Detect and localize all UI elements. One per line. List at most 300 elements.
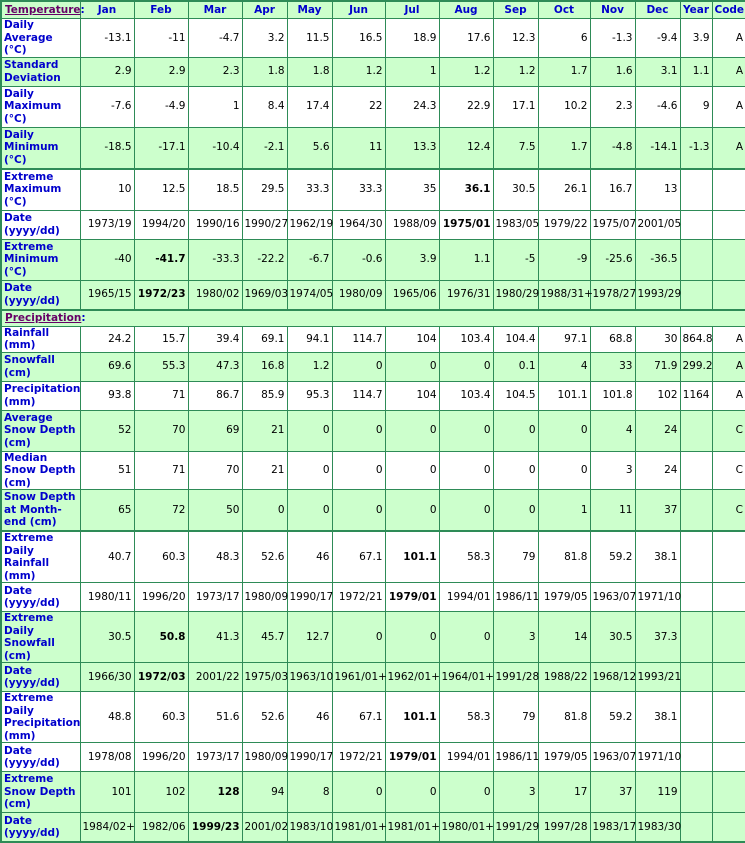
value-cell: 1979/05 [538,743,590,772]
table-row [1,127,745,169]
value-cell: 51.6 [188,692,242,743]
value-cell: 1971/10 [635,583,680,612]
value-cell: 1997/28 [538,813,590,843]
value-cell: 70 [188,451,242,490]
value-cell: 33 [590,352,635,381]
value-cell: 46 [287,692,332,743]
value-cell: 1988/09 [385,210,439,239]
code-cell [712,239,745,280]
value-cell: 1983/17 [590,813,635,843]
value-cell: 1973/17 [188,583,242,612]
value-cell: -22.2 [242,239,287,280]
value-cell: 101.1 [385,692,439,743]
value-cell: 18.9 [385,19,439,58]
value-cell: 45.7 [242,612,287,663]
table-row [1,813,745,843]
value-cell: -2.1 [242,127,287,169]
table-row [1,352,745,381]
code-cell: A [712,381,745,410]
value-cell: 16.7 [590,169,635,211]
month-header: Jan [80,1,134,19]
value-cell: 3 [493,772,538,813]
value-cell: 1986/11 [493,743,538,772]
value-cell: 1972/23 [134,280,188,310]
value-cell: 101.1 [385,531,439,583]
value-cell: 68.8 [590,326,635,352]
row-label: Daily Average (°C) [1,19,80,58]
row-label: Precipitation (mm) [1,381,80,410]
table-row [1,663,745,692]
code-cell [712,169,745,211]
value-cell: 1.6 [590,57,635,86]
value-cell: -9.4 [635,19,680,58]
value-cell: 10.2 [538,86,590,127]
value-cell: 0 [439,410,493,451]
value-cell: 0 [385,612,439,663]
value-cell: 11 [590,490,635,532]
value-cell: 114.7 [332,381,385,410]
value-cell: 1980/09 [332,280,385,310]
value-cell: 1999/23 [188,813,242,843]
value-cell: 13 [635,169,680,211]
value-cell: 37 [590,772,635,813]
code-cell: A [712,326,745,352]
value-cell: 1978/27 [590,280,635,310]
value-cell: -33.3 [188,239,242,280]
year-cell [680,772,712,813]
value-cell: 69.1 [242,326,287,352]
value-cell: 12.4 [439,127,493,169]
value-cell: 0 [538,410,590,451]
value-cell: 22.9 [439,86,493,127]
year-cell [680,451,712,490]
value-cell: 37.3 [635,612,680,663]
value-cell: -18.5 [80,127,134,169]
value-cell: 0 [385,772,439,813]
year-cell [680,169,712,211]
row-label: Daily Minimum (°C) [1,127,80,169]
code-cell [712,692,745,743]
value-cell: -4.9 [134,86,188,127]
value-cell: 1972/21 [332,583,385,612]
value-cell: 6 [538,19,590,58]
value-cell: 48.3 [188,531,242,583]
value-cell: 128 [188,772,242,813]
table-row [1,490,745,532]
value-cell: 48.8 [80,692,134,743]
value-cell: 1981/01+ [385,813,439,843]
value-cell: 1980/29 [493,280,538,310]
row-label: Date (yyyy/dd) [1,210,80,239]
value-cell: 11 [332,127,385,169]
year-cell [680,813,712,843]
row-label: Date (yyyy/dd) [1,813,80,843]
value-cell: 10 [80,169,134,211]
value-cell: 1980/09 [242,743,287,772]
table-row [1,451,745,490]
value-cell: 102 [134,772,188,813]
month-header: Jul [385,1,439,19]
value-cell: 18.5 [188,169,242,211]
value-cell: 1994/20 [134,210,188,239]
row-label: Date (yyyy/dd) [1,583,80,612]
value-cell: 52.6 [242,692,287,743]
value-cell: 0 [385,410,439,451]
value-cell: 24 [635,410,680,451]
precipitation-section-header: Precipitation: [1,310,745,327]
value-cell: 1981/01+ [332,813,385,843]
value-cell: 52.6 [242,531,287,583]
value-cell: 33.3 [332,169,385,211]
value-cell: 85.9 [242,381,287,410]
header-row [1,1,745,19]
value-cell: 30.5 [80,612,134,663]
precipitation-section-row [1,310,745,327]
month-header: Aug [439,1,493,19]
value-cell: -0.6 [332,239,385,280]
year-cell [680,280,712,310]
row-label: Extreme Minimum (°C) [1,239,80,280]
value-cell: 1963/10 [287,663,332,692]
year-cell [680,692,712,743]
value-cell: 58.3 [439,692,493,743]
value-cell: 0 [439,451,493,490]
value-cell: 1979/05 [538,583,590,612]
table-row [1,743,745,772]
value-cell: -9 [538,239,590,280]
row-label: Date (yyyy/dd) [1,743,80,772]
year-cell [680,410,712,451]
year-cell [680,612,712,663]
value-cell: -6.7 [287,239,332,280]
value-cell: 24.3 [385,86,439,127]
value-cell: 38.1 [635,692,680,743]
value-cell: 79 [493,531,538,583]
value-cell: 60.3 [134,692,188,743]
value-cell: 1996/20 [134,583,188,612]
value-cell: -14.1 [635,127,680,169]
value-cell: 37 [635,490,680,532]
value-cell: 69.6 [80,352,134,381]
value-cell: 71.9 [635,352,680,381]
code-cell [712,280,745,310]
code-cell [712,813,745,843]
value-cell: 1983/30 [635,813,680,843]
row-label: Date (yyyy/dd) [1,663,80,692]
value-cell: 1990/17 [287,583,332,612]
value-cell: 72 [134,490,188,532]
value-cell: 1973/17 [188,743,242,772]
code-cell: A [712,86,745,127]
value-cell: 0 [287,410,332,451]
value-cell: 1996/20 [134,743,188,772]
value-cell: 1972/03 [134,663,188,692]
value-cell: 1962/19 [287,210,332,239]
value-cell: 60.3 [134,531,188,583]
year-cell [680,490,712,532]
year-header: Year [680,1,712,19]
value-cell: 101.8 [590,381,635,410]
table-row [1,210,745,239]
value-cell: 11.5 [287,19,332,58]
value-cell: 86.7 [188,381,242,410]
year-cell: 1.1 [680,57,712,86]
value-cell: -41.7 [134,239,188,280]
value-cell: 22 [332,86,385,127]
value-cell: 1.2 [287,352,332,381]
value-cell: 0 [385,352,439,381]
month-header: Sep [493,1,538,19]
value-cell: 17.6 [439,19,493,58]
code-cell: A [712,352,745,381]
value-cell: 1982/06 [134,813,188,843]
value-cell: 0 [385,451,439,490]
value-cell: 1976/31 [439,280,493,310]
value-cell: 30 [635,326,680,352]
table-row [1,86,745,127]
value-cell: 79 [493,692,538,743]
code-cell: C [712,451,745,490]
value-cell: 0 [493,410,538,451]
value-cell: 0 [287,490,332,532]
value-cell: 0 [332,490,385,532]
value-cell: 103.4 [439,381,493,410]
year-cell [680,210,712,239]
value-cell: 13.3 [385,127,439,169]
value-cell: 1980/01+ [439,813,493,843]
value-cell: 0 [332,410,385,451]
value-cell: 3.2 [242,19,287,58]
value-cell: 1974/05 [287,280,332,310]
value-cell: 1965/06 [385,280,439,310]
value-cell: 0 [385,490,439,532]
row-label: Snowfall (cm) [1,352,80,381]
value-cell: 1990/16 [188,210,242,239]
row-label: Average Snow Depth (cm) [1,410,80,451]
value-cell: 1 [188,86,242,127]
table-row [1,19,745,58]
code-header: Code [712,1,745,19]
value-cell: 1.2 [493,57,538,86]
value-cell: 81.8 [538,692,590,743]
value-cell: 0 [332,451,385,490]
temperature-section-link[interactable]: Temperature [5,3,81,16]
value-cell: 39.4 [188,326,242,352]
value-cell: 30.5 [493,169,538,211]
value-cell: -4.6 [635,86,680,127]
value-cell: 1968/12 [590,663,635,692]
value-cell: 36.1 [439,169,493,211]
table-row [1,280,745,310]
code-cell: C [712,490,745,532]
value-cell: 1994/01 [439,743,493,772]
table-row [1,169,745,211]
year-cell: 3.9 [680,19,712,58]
month-header: Dec [635,1,680,19]
value-cell: 3 [590,451,635,490]
value-cell: 14 [538,612,590,663]
value-cell: 55.3 [134,352,188,381]
value-cell: 104 [385,326,439,352]
value-cell: 1972/21 [332,743,385,772]
value-cell: -40 [80,239,134,280]
code-cell [712,210,745,239]
value-cell: 1961/01+ [332,663,385,692]
value-cell: 1.1 [439,239,493,280]
value-cell: 71 [134,381,188,410]
value-cell: 103.4 [439,326,493,352]
value-cell: 81.8 [538,531,590,583]
value-cell: 70 [134,410,188,451]
month-header: Nov [590,1,635,19]
row-label: Extreme Daily Snowfall (cm) [1,612,80,663]
value-cell: 0 [439,352,493,381]
value-cell: 1964/01+ [439,663,493,692]
value-cell: 1983/05 [493,210,538,239]
value-cell: 2001/22 [188,663,242,692]
value-cell: 2.9 [134,57,188,86]
code-cell [712,583,745,612]
value-cell: 101.1 [538,381,590,410]
value-cell: 0 [439,772,493,813]
month-header: Jun [332,1,385,19]
value-cell: 1979/01 [385,743,439,772]
value-cell: 3.9 [385,239,439,280]
value-cell: 24 [635,451,680,490]
value-cell: 1963/07 [590,743,635,772]
precipitation-section-link[interactable]: Precipitation [5,311,82,324]
value-cell: 1975/07 [590,210,635,239]
value-cell: -11 [134,19,188,58]
value-cell: 51 [80,451,134,490]
value-cell: 2001/02 [242,813,287,843]
value-cell: 16.5 [332,19,385,58]
value-cell: 30.5 [590,612,635,663]
value-cell: 0 [493,490,538,532]
value-cell: 2001/05 [635,210,680,239]
value-cell: 1975/03 [242,663,287,692]
value-cell: 1980/11 [80,583,134,612]
value-cell: 2.9 [80,57,134,86]
row-label: Rainfall (mm) [1,326,80,352]
value-cell: 1978/08 [80,743,134,772]
value-cell: 1986/11 [493,583,538,612]
value-cell: 1 [538,490,590,532]
month-header: Apr [242,1,287,19]
value-cell: 0 [332,612,385,663]
value-cell: 50 [188,490,242,532]
code-cell [712,531,745,583]
value-cell: 1965/15 [80,280,134,310]
value-cell: 0.1 [493,352,538,381]
code-cell: C [712,410,745,451]
value-cell: 24.2 [80,326,134,352]
value-cell: 1983/10 [287,813,332,843]
temperature-section-header: Temperature: [1,1,80,19]
year-cell: 1164 [680,381,712,410]
value-cell: 1.7 [538,57,590,86]
value-cell: 8.4 [242,86,287,127]
value-cell: 58.3 [439,531,493,583]
value-cell: 4 [590,410,635,451]
value-cell: 4 [538,352,590,381]
value-cell: 104.5 [493,381,538,410]
value-cell: 1962/01+ [385,663,439,692]
year-cell [680,583,712,612]
value-cell: 2.3 [188,57,242,86]
value-cell: 5.6 [287,127,332,169]
code-cell: A [712,19,745,58]
value-cell: 1990/17 [287,743,332,772]
value-cell: 1971/10 [635,743,680,772]
value-cell: -4.8 [590,127,635,169]
table-row [1,239,745,280]
value-cell: 41.3 [188,612,242,663]
value-cell: 26.1 [538,169,590,211]
value-cell: 35 [385,169,439,211]
value-cell: 7.5 [493,127,538,169]
row-label: Extreme Daily Precipitation (mm) [1,692,80,743]
value-cell: 52 [80,410,134,451]
table-row [1,57,745,86]
value-cell: 0 [287,451,332,490]
value-cell: 69 [188,410,242,451]
value-cell: 29.5 [242,169,287,211]
code-cell [712,743,745,772]
value-cell: 1.8 [242,57,287,86]
value-cell: -1.3 [590,19,635,58]
code-cell: A [712,127,745,169]
value-cell: 65 [80,490,134,532]
value-cell: 1979/01 [385,583,439,612]
value-cell: 95.3 [287,381,332,410]
value-cell: 0 [538,451,590,490]
value-cell: -13.1 [80,19,134,58]
value-cell: -17.1 [134,127,188,169]
value-cell: 12.3 [493,19,538,58]
table-row [1,692,745,743]
month-header: Mar [188,1,242,19]
row-label: Daily Maximum (°C) [1,86,80,127]
value-cell: 21 [242,410,287,451]
row-label: Standard Deviation [1,57,80,86]
value-cell: 67.1 [332,531,385,583]
value-cell: 1988/31+ [538,280,590,310]
code-cell: A [712,57,745,86]
value-cell: 1988/22 [538,663,590,692]
value-cell: 3.1 [635,57,680,86]
value-cell: 0 [332,352,385,381]
year-cell [680,743,712,772]
value-cell: 0 [493,451,538,490]
value-cell: 17.1 [493,86,538,127]
code-cell [712,772,745,813]
value-cell: 119 [635,772,680,813]
year-cell [680,239,712,280]
value-cell: 1973/19 [80,210,134,239]
value-cell: 101 [80,772,134,813]
value-cell: 1993/21 [635,663,680,692]
value-cell: 1969/03 [242,280,287,310]
row-label: Median Snow Depth (cm) [1,451,80,490]
value-cell: 46 [287,531,332,583]
row-label: Extreme Maximum (°C) [1,169,80,211]
table-row [1,410,745,451]
value-cell: 50.8 [134,612,188,663]
value-cell: 67.1 [332,692,385,743]
temperature-rows [1,19,745,310]
value-cell: -10.4 [188,127,242,169]
